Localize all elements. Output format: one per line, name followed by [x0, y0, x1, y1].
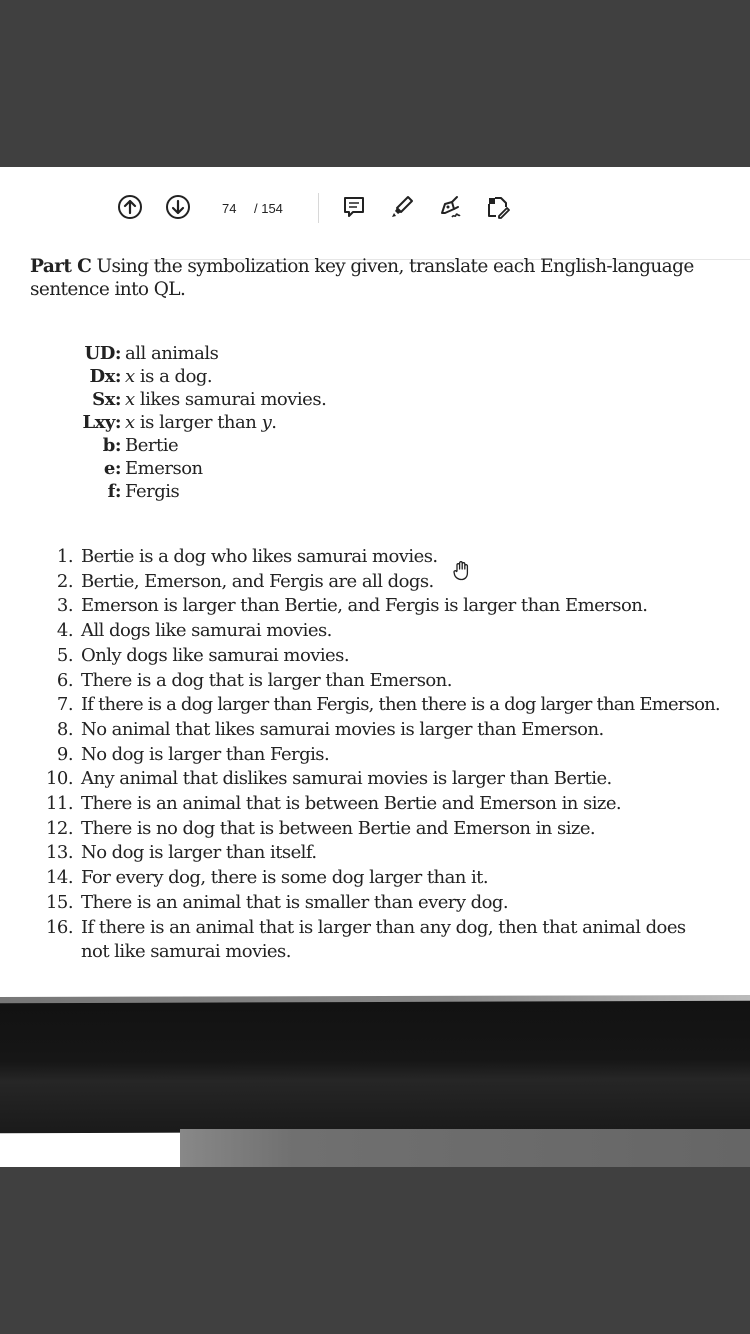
- previous-page-button[interactable]: [114, 191, 146, 223]
- key-symbol: f:: [107, 481, 121, 502]
- key-meaning: Fergis: [125, 481, 180, 502]
- comment-icon: [341, 194, 367, 220]
- key-meaning: Bertie: [125, 435, 179, 456]
- item-text: There is an animal that is smaller than every dog.: [81, 891, 509, 913]
- highlighter-icon: [389, 194, 415, 220]
- background-surface: [180, 1129, 750, 1167]
- item-number: 6.: [56, 669, 73, 691]
- item-text: No dog is larger than Fergis.: [81, 743, 330, 765]
- pdf-toolbar: [0, 191, 750, 231]
- key-meaning: x is larger than y.: [125, 412, 277, 433]
- item-number: 2.: [56, 570, 73, 592]
- comment-button[interactable]: [338, 191, 370, 223]
- key-meaning: all animals: [125, 343, 219, 364]
- arrow-down-circle-icon: [165, 194, 191, 220]
- item-text: There is no dog that is between Bertie and Emerson in size.: [81, 817, 596, 839]
- key-meaning: x likes samurai movies.: [125, 389, 327, 410]
- fill-and-sign-icon: [437, 194, 463, 220]
- part-label: Part C: [30, 256, 92, 277]
- key-symbol: Sx:: [92, 389, 121, 410]
- key-symbol: Dx:: [89, 366, 121, 387]
- item-text: Bertie, Emerson, and Fergis are all dogs.: [81, 570, 434, 592]
- item-number: 14.: [46, 867, 73, 889]
- item-number: 7.: [56, 694, 73, 716]
- toolbar-divider: [318, 193, 319, 223]
- item-text: If there is an animal that is larger than any dog, then that animal does not like samurai movies.: [81, 916, 686, 962]
- item-number: 4.: [56, 620, 73, 642]
- item-text: There is a dog that is larger than Emerson.: [81, 669, 452, 691]
- document-photo: [0, 167, 750, 1167]
- key-symbol: e:: [103, 458, 121, 479]
- item-text: Bertie is a dog who likes samurai movies.: [81, 546, 438, 567]
- key-meaning: x is a dog.: [125, 366, 213, 387]
- item-number: 5.: [56, 644, 73, 666]
- item-text: Only dogs like samurai movies.: [81, 644, 350, 666]
- bottom-dark-band: [0, 1167, 750, 1334]
- arrow-up-circle-icon: [117, 194, 143, 220]
- item-number: 11.: [46, 793, 73, 814]
- item-text: Any animal that dislikes samurai movies is larger than Bertie.: [81, 768, 612, 790]
- fill-and-sign-button[interactable]: [434, 191, 466, 223]
- item-number: 12.: [46, 817, 73, 839]
- instructions-line-2: sentence into QL.: [30, 279, 186, 300]
- item-number: 10.: [46, 768, 73, 790]
- item-number: 15.: [46, 891, 73, 913]
- item-text: No dog is larger than itself.: [81, 842, 317, 864]
- item-number: 3.: [56, 595, 73, 617]
- key-symbol: b:: [102, 435, 121, 456]
- page-indicator: [222, 201, 283, 216]
- item-text: All dogs like samurai movies.: [81, 620, 332, 642]
- highlight-button[interactable]: [386, 191, 418, 223]
- item-text: There is an animal that is between Bertie and Emerson in size.: [81, 793, 622, 814]
- key-symbol: UD:: [84, 343, 121, 364]
- current-page-input[interactable]: 74: [222, 201, 237, 216]
- instructions: [30, 255, 725, 301]
- instructions-line-1: Using the symbolization key given, translate each English-language: [96, 256, 694, 277]
- key-symbol: Lxy:: [82, 412, 121, 433]
- item-number: 8.: [56, 718, 73, 740]
- item-text: If there is a dog larger than Fergis, then there is a dog larger than Emerson.: [81, 694, 720, 716]
- item-text: For every dog, there is some dog larger than it.: [81, 867, 489, 889]
- next-page-button[interactable]: [162, 191, 194, 223]
- item-number: 1.: [56, 546, 73, 567]
- item-number: 16.: [46, 916, 73, 938]
- device-edge: [0, 1001, 750, 1134]
- item-number: 9.: [56, 743, 73, 765]
- top-dark-band: [0, 0, 750, 167]
- edit-document-icon: [485, 194, 511, 220]
- item-text: Emerson is larger than Bertie, and Fergis is larger than Emerson.: [81, 595, 648, 617]
- hand-cursor-icon: [452, 559, 472, 581]
- total-pages: / 154: [254, 201, 283, 216]
- item-text: No animal that likes samurai movies is larger than Emerson.: [81, 718, 604, 740]
- edit-document-button[interactable]: [482, 191, 514, 223]
- item-number: 13.: [46, 842, 73, 864]
- key-meaning: Emerson: [125, 458, 203, 479]
